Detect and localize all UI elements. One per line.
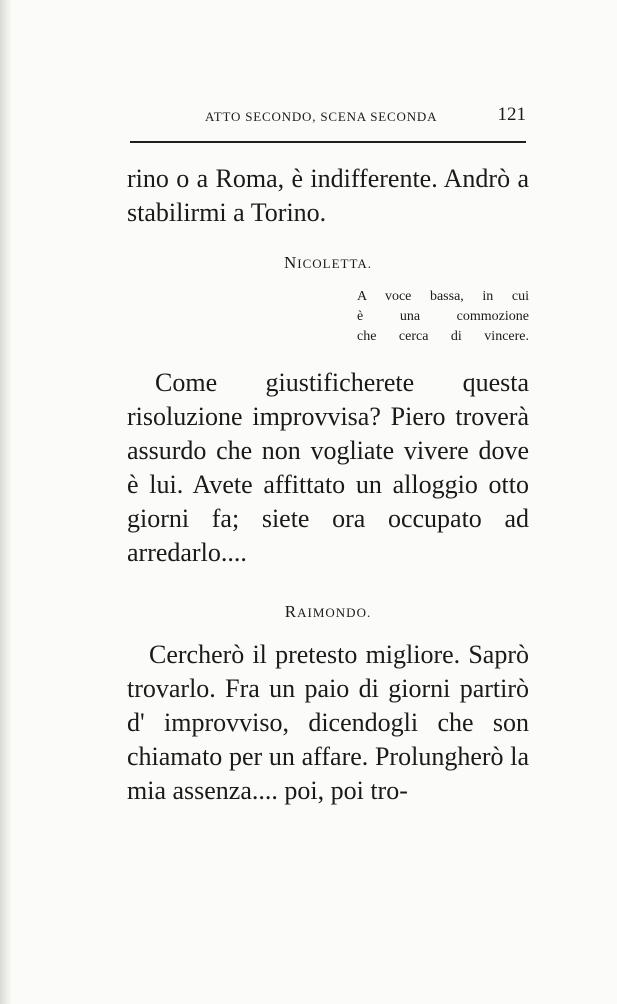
page-number: 121 <box>497 104 526 125</box>
stage-direction <box>357 287 529 347</box>
stage-direction-line: A voce bassa, in cui <box>357 289 529 304</box>
speaker-raimondo: RAIMONDO. <box>284 602 372 621</box>
paragraph-1: rino o a Roma, è indifferente. Andrò a stabilirmi a Torino. <box>127 164 529 227</box>
header-rule <box>130 141 526 143</box>
stage-direction-line: che cerca di vincere. <box>357 329 529 344</box>
paragraph-2: Come giustificherete questa risoluzione improvvisa? Piero troverà assurdo che non vogliate vivere dove è lui. Avete affittato un alloggio otto giorni fa; siete ora occupato ad arredarlo.... <box>127 368 529 567</box>
page-header <box>130 104 526 132</box>
paragraph-3: Cercherò il pretesto migliore. Saprò trovarlo. Fra un paio di giorni partirò d' improvviso, dicendogli che son chiamato per un affare. Prolungherò la mia assenza.... poi, poi tro- <box>127 640 529 805</box>
speaker-nicoletta: NICOLETTA. <box>283 253 373 272</box>
stage-direction-line: è una commozione <box>357 309 529 324</box>
running-head: ATTO SECONDO, SCENA SECONDA <box>205 109 438 124</box>
